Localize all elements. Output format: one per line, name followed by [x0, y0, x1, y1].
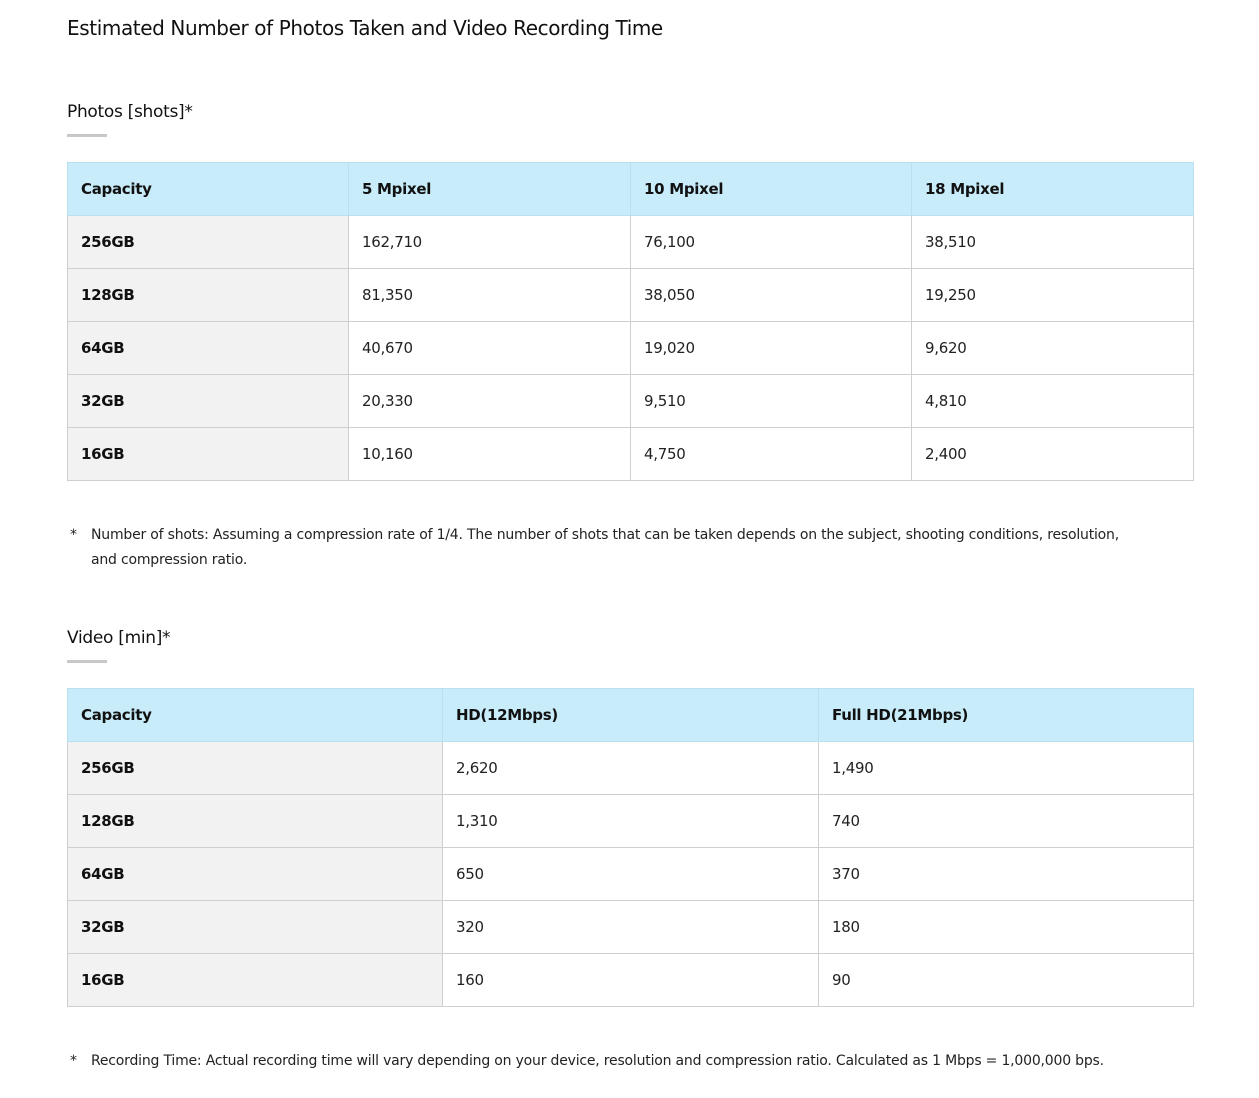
table-cell: 4,810 [912, 375, 1194, 428]
capacity-cell: 32GB [68, 901, 443, 954]
table-cell: 1,490 [819, 742, 1194, 795]
table-row [68, 269, 1194, 322]
table-cell: 81,350 [349, 269, 631, 322]
capacity-cell: 16GB [68, 428, 349, 481]
footnote-text: Recording Time: Actual recording time will vary depending on your device, resolution and compression ratio. Calculated as 1 Mbps = 1,000,000 bps. [91, 1053, 1104, 1069]
table-cell: 2,400 [912, 428, 1194, 481]
table-cell: 76,100 [631, 216, 912, 269]
capacity-cell: 128GB [68, 269, 349, 322]
table-cell: 10,160 [349, 428, 631, 481]
table-row [68, 848, 1194, 901]
table-cell: 180 [819, 901, 1194, 954]
table-cell: 160 [443, 954, 819, 1007]
table-row [68, 954, 1194, 1007]
capacity-cell: 64GB [68, 848, 443, 901]
table-row [68, 901, 1194, 954]
footnote-text: Number of shots: Assuming a compression rate of 1/4. The number of shots that can be taken depends on the subject, shooting conditions, resolution, and compression ratio. [91, 527, 1119, 568]
table-cell: 20,330 [349, 375, 631, 428]
photos-footnote [70, 523, 1130, 573]
table-cell: 38,050 [631, 269, 912, 322]
table-cell: 19,250 [912, 269, 1194, 322]
table-cell: 1,310 [443, 795, 819, 848]
table-cell: 370 [819, 848, 1194, 901]
table-header-row [68, 163, 1194, 216]
table-cell: 19,020 [631, 322, 912, 375]
page-title: Estimated Number of Photos Taken and Video Recording Time [67, 16, 663, 40]
photos-section-title: Photos [shots]* [67, 102, 193, 122]
table-header-row [68, 689, 1194, 742]
column-header: HD(12Mbps) [443, 689, 819, 742]
table-row [68, 375, 1194, 428]
table-cell: 9,620 [912, 322, 1194, 375]
capacity-cell: 64GB [68, 322, 349, 375]
footnote-marker: * [70, 1053, 77, 1069]
column-header: 5 Mpixel [349, 163, 631, 216]
video-section-title: Video [min]* [67, 628, 171, 648]
table-cell: 162,710 [349, 216, 631, 269]
column-header: 10 Mpixel [631, 163, 912, 216]
table-row [68, 322, 1194, 375]
column-header: Full HD(21Mbps) [819, 689, 1194, 742]
table-row [68, 795, 1194, 848]
table-cell: 38,510 [912, 216, 1194, 269]
table-row [68, 428, 1194, 481]
table-cell: 320 [443, 901, 819, 954]
photos-table [67, 162, 1194, 481]
capacity-cell: 256GB [68, 742, 443, 795]
column-header: 18 Mpixel [912, 163, 1194, 216]
capacity-cell: 16GB [68, 954, 443, 1007]
table-cell: 9,510 [631, 375, 912, 428]
table-cell: 40,670 [349, 322, 631, 375]
column-header: Capacity [68, 163, 349, 216]
table-cell: 740 [819, 795, 1194, 848]
table-row [68, 216, 1194, 269]
table-cell: 2,620 [443, 742, 819, 795]
table-row [68, 742, 1194, 795]
footnote-marker: * [70, 527, 77, 543]
capacity-cell: 32GB [68, 375, 349, 428]
table-cell: 650 [443, 848, 819, 901]
capacity-cell: 256GB [68, 216, 349, 269]
video-footnote [70, 1049, 1130, 1074]
table-cell: 90 [819, 954, 1194, 1007]
column-header: Capacity [68, 689, 443, 742]
capacity-cell: 128GB [68, 795, 443, 848]
video-table [67, 688, 1194, 1007]
table-cell: 4,750 [631, 428, 912, 481]
